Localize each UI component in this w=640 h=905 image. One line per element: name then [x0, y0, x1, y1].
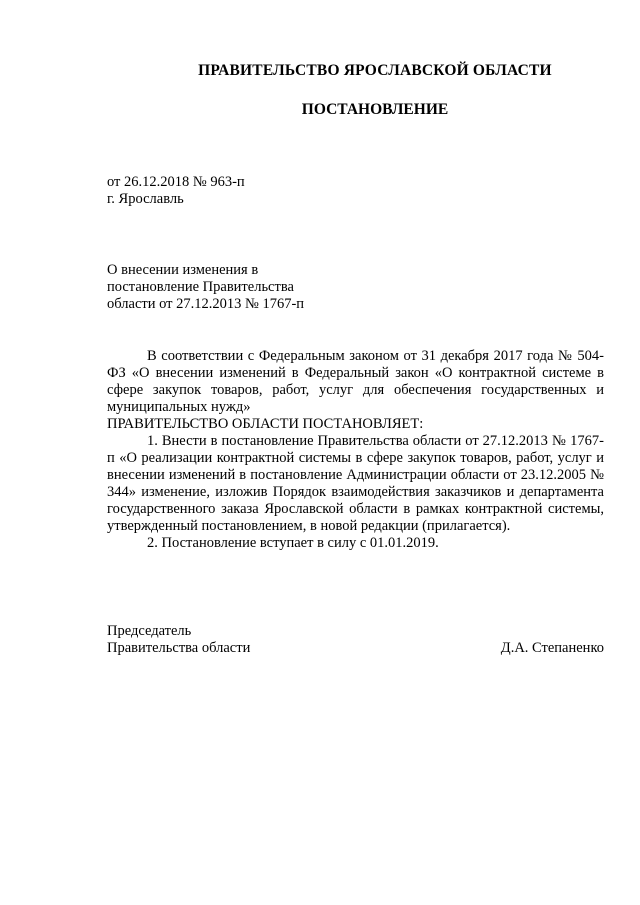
subject-line-1: О внесении изменения в — [107, 262, 259, 278]
resolves-line: ПРАВИТЕЛЬСТВО ОБЛАСТИ ПОСТАНОВЛЯЕТ: — [107, 416, 424, 432]
date-number: от 26.12.2018 № 963-п — [107, 174, 245, 190]
document-subject — [107, 262, 304, 313]
preamble-paragraph: В соответствии с Федеральным законом от 31 декабря 2017 года № 504-ФЗ «О внесении изменений в Федеральный закон «О контрактной системе в сфере закупок товаров, работ, услуг для обеспечения государственных и муниципальных нужд» — [107, 348, 604, 415]
signer-position-line-1: Председатель — [107, 623, 192, 639]
item-1-paragraph: 1. Внести в постановление Правительства области от 27.12.2013 № 1767-п «О реализации контрактной системы в сфере закупок товаров, работ, услуг и внесении изменений в постановление Администрации области от 23.12.2005 № 344» изменение, изложив Порядок взаимодействия заказчиков и департамента государственного заказа Ярославской области в рамках контрактной системы, утвержденный постановлением, в новой редакции (прилагается). — [107, 433, 604, 534]
city: г. Ярославль — [107, 191, 184, 207]
subject-line-3: области от 27.12.2013 № 1767-п — [107, 296, 305, 312]
signer-name: Д.А. Степаненко — [500, 640, 604, 656]
signer-position-line-2: Правительства области — [107, 640, 251, 656]
document-body — [107, 348, 604, 552]
document-type-title: ПОСТАНОВЛЕНИЕ — [301, 101, 449, 118]
signature-block — [107, 623, 604, 657]
signature-row — [107, 640, 604, 657]
organization-title: ПРАВИТЕЛЬСТВО ЯРОСЛАВСКОЙ ОБЛАСТИ — [198, 62, 552, 79]
subject-line-2: постановление Правительства — [107, 279, 294, 295]
document-meta — [107, 174, 245, 208]
item-2-paragraph: 2. Постановление вступает в силу с 01.01.2019. — [147, 535, 439, 551]
